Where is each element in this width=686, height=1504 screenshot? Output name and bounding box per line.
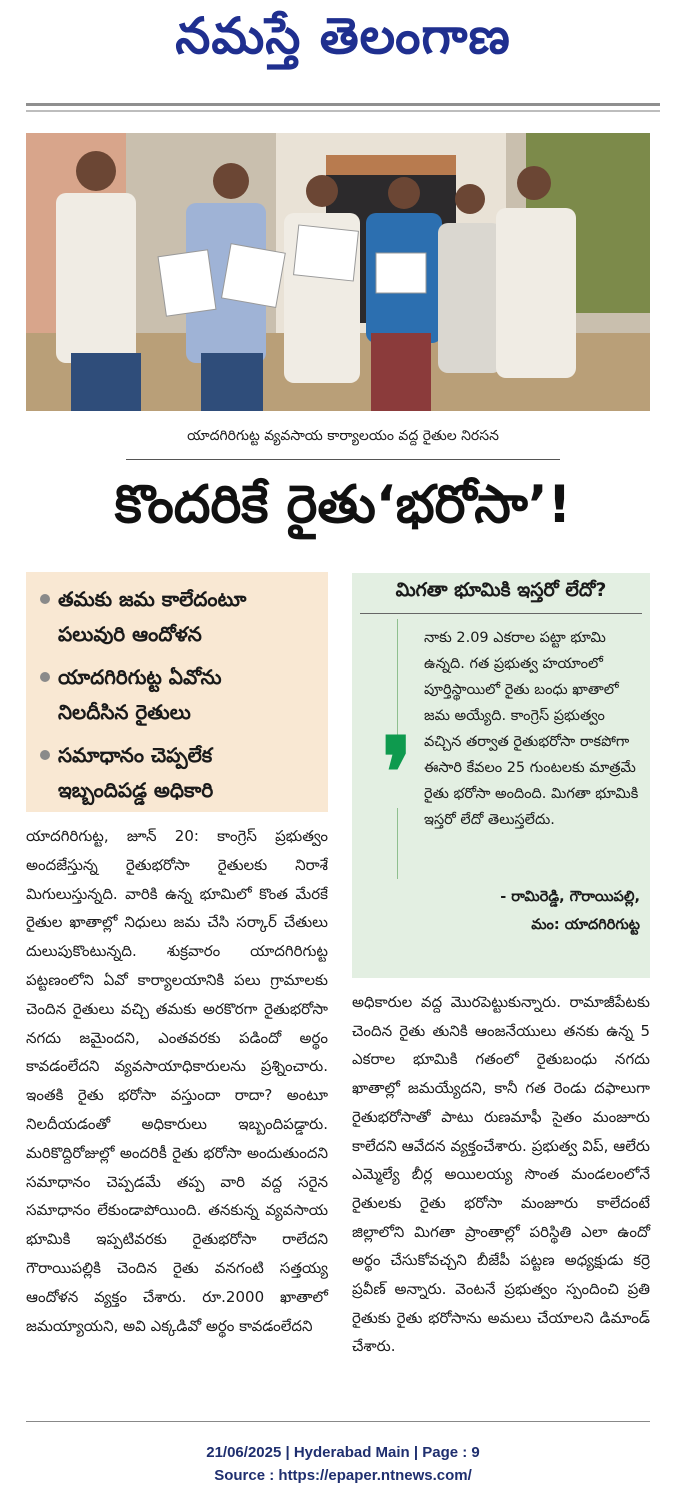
headline: కొందరికే రైతు‘భరోసా’! bbox=[114, 474, 572, 535]
quote-signature-name: - రామిరెడ్డి, గౌరాయిపల్లి, bbox=[500, 889, 640, 905]
masthead bbox=[0, 0, 686, 84]
footer-source: Source : https://epaper.ntnews.com/ bbox=[214, 1467, 472, 1484]
divider bbox=[26, 1421, 650, 1422]
highlights-box bbox=[26, 572, 328, 812]
footer-edition: 21/06/2025 | Hyderabad Main | Page : 9 bbox=[206, 1444, 480, 1461]
divider bbox=[26, 110, 660, 112]
article-body-left: యాదగిరిగుట్ట, జూన్ 20: కాంగ్రెస్ ప్రభుత్వం అందజేస్తున్న రైతుభరోసా రైతులకు నిరాశే మిగులుస్తున్నది. వారికి ఉన్న భూమిలో కొంత మేరకే రైతుల ఖాతాల్లో నిధులు జమ చేసి సర్కార్ చేతులు దులుపుకొంటున్నది. శుక్రవారం యాదగిరిగుట్ట పట్టణంలోని ఏవో కార్యాలయానికి పలు గ్రామాలకు చెందిన రైతులు వచ్చి తమకు అరకొరగా రైతుభరోసా నగదు జమైందని, ఎంతవరకు పడిందో అర్థం కావడంలేదని వ్యవసాయాధికారులను ప్రశ్నించారు. ఇంతకి రైతు భరోసా వస్తుందా రాదా? అంటూ నిలదీయడంతో అధికారులు ఇబ్బందిపడ్డారు. మరికొద్దిరోజుల్లో అందరికీ రైతు భరోసా అందుతుందని సమాధానం చెప్పడమే తప్ప వారి వద్ద సరైన సమాధానం లేకుండాపోయింది. తనకున్న వ్యవసాయ భూమికి ఇప్పటివరకు రైతుభరోసా రాలేదని గౌరాయిపల్లికి చెందిన రైతు వనగంటి సత్తయ్య ఆందోళన వ్యక్తం చేశారు. రూ.2000 ఖాతాలో జమయ్యాయని, అవి ఎక్కడివో అర్థం కావడంలేదని bbox=[26, 827, 328, 1335]
quote-title: మిగతా భూమికి ఇస్తరో లేదో? bbox=[395, 579, 607, 601]
bullet-icon bbox=[40, 594, 50, 604]
masthead-title: నమస్తే తెలంగాణ bbox=[175, 6, 511, 65]
divider bbox=[26, 103, 660, 106]
highlight-line: పలువురి ఆందోళన bbox=[58, 622, 202, 646]
quote-signature-place: మం: యాదగిరిగుట్ట bbox=[531, 917, 640, 933]
news-photo bbox=[26, 133, 650, 411]
bullet-icon bbox=[40, 750, 50, 760]
quote-box bbox=[352, 573, 650, 978]
divider bbox=[126, 459, 560, 460]
highlight-item bbox=[40, 582, 318, 652]
highlight-line: ఇబ్బందిపడ్డ అధికారి bbox=[58, 778, 214, 802]
quote-signature bbox=[500, 883, 640, 939]
quote-mark-icon: ❜ bbox=[372, 738, 422, 808]
highlight-line: యాదగిరిగుట్ట ఏవోను bbox=[58, 665, 222, 689]
photo-caption: యాదగిరిగుట్ట వ్యవసాయ కార్యాలయం వద్ద రైతుల నిరసన bbox=[187, 428, 499, 444]
divider bbox=[360, 613, 642, 614]
highlight-line: తమకు జమ కాలేదంటూ bbox=[58, 587, 247, 611]
bullet-icon bbox=[40, 672, 50, 682]
quote-text: నాకు 2.09 ఎకరాల పట్టా భూమి ఉన్నది. గత ప్రభుత్వ హయాంలో పూర్తిస్థాయిలో రైతు బంధు ఖాతాలో జమ అయ్యేది. కాంగ్రెస్ ప్రభుత్వం వచ్చిన తర్వాత రైతుభరోసా రాకపోగా ఈసారి కేవలం 25 గుంటలకు మాత్రమే రైతు భరోసా అందింది. మిగతా భూమికి ఇస్తరో లేదో తెలుస్తలేదు. bbox=[424, 630, 639, 828]
highlight-item bbox=[40, 738, 318, 808]
highlight-line: నిలదీసిన రైతులు bbox=[58, 700, 191, 724]
highlight-item bbox=[40, 660, 318, 730]
highlight-line: సమాధానం చెప్పలేక bbox=[58, 743, 213, 767]
article-body-right: అధికారుల వద్ద మొరపెట్టుకున్నారు. రామాజీపేటకు చెందిన రైతు తునికి ఆంజనేయులు తనకు ఉన్న 5 ఎకరాల భూమికి గతంలో రైతుబంధు నగదు ఖాతాల్లో జమయ్యేదని, కానీ గత రెండు దఫాలుగా రైతుభరోసాతో పాటు రుణమాఫీ సైతం మంజూరు కాలేదని ఆవేదన వ్యక్తంచేశారు. ప్రభుత్వ విప్, ఆలేరు ఎమ్మెల్యే బీర్ల అయిలయ్య సొంత మండలంలోనే రైతులకు రైతు భరోసా మంజూరు కాలేదంటే జిల్లాలోని మిగతా ప్రాంతాల్లో పరిస్థితి ఎలా ఉందో అర్థం చేసుకోవచ్చని బీజేపీ పట్టణ అధ్యక్షుడు కర్రె ప్రవీణ్ అన్నారు. వెంటనే ప్రభుత్వం స్పందించి ప్రతి రైతుకు రైతు భరోసాను అమలు చేయాలని డిమాండ్ చేశారు. bbox=[352, 993, 650, 1356]
